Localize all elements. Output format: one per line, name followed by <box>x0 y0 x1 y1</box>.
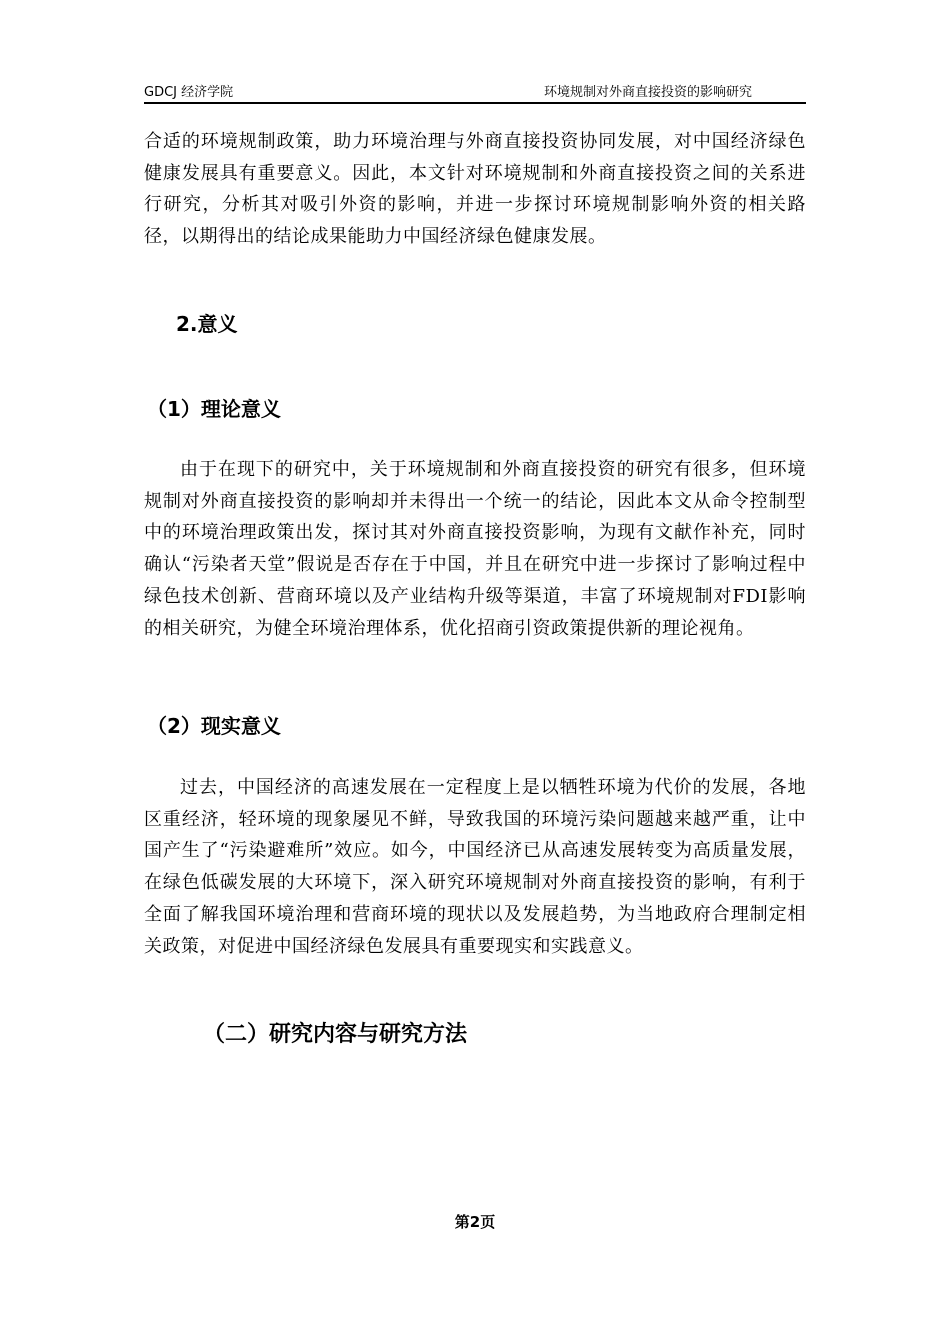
intro-continuation-paragraph: 合适的环境规制政策，助力环境治理与外商直接投资协同发展，对中国经济绿色健康发展具有重要意义。因此，本文针对环境规制和外商直接投资之间的关系进行研究，分析其对吸引外资的影响，并进一步探讨环境规制影响外资的相关路径，以期得出的结论成果能助力中国经济绿色健康发展。 <box>144 131 806 248</box>
heading-practical-significance: （2）现实意义 <box>147 714 281 738</box>
practical-significance-paragraph: 过去，中国经济的高速发展在一定程度上是以牺牲环境为代价的发展，各地区重经济，轻环境的现象屡见不鲜，导致我国的环境污染问题越来越严重，让中国产生了“污染避难所”效应。如今，中国经济已从高速发展转变为高质量发展，在绿色低碳发展的大环境下，深入研究环境规制对外商直接投资的影响，有利于全面了解我国环境治理和营商环境的现状以及发展趋势，为当地政府合理制定相关政策，对促进中国经济绿色发展具有重要现实和实践意义。 <box>144 777 806 957</box>
header-institution: GDCJ 经济学院 <box>144 85 234 100</box>
page-header <box>144 78 806 104</box>
header-paper-title: 环境规制对外商直接投资的影响研究 <box>543 85 752 100</box>
page-number: 第2页 <box>454 1213 496 1231</box>
heading-significance: 2.意义 <box>176 312 238 336</box>
heading-theoretical-significance: （1）理论意义 <box>147 397 281 421</box>
heading-research-content-methods: （二）研究内容与研究方法 <box>203 1022 468 1047</box>
theoretical-significance-paragraph: 由于在现下的研究中，关于环境规制和外商直接投资的研究有很多，但环境规制对外商直接投资的影响却并未得出一个统一的结论，因此本文从命令控制型中的环境治理政策出发，探讨其对外商直接投资影响，为现有文献作补充，同时确认“污染者天堂”假说是否存在于中国，并且在研究中进一步探讨了影响过程中绿色技术创新、营商环境以及产业结构升级等渠道，丰富了环境规制对FDI影响的相关研究，为健全环境治理体系，优化招商引资政策提供新的理论视角。 <box>144 459 806 639</box>
